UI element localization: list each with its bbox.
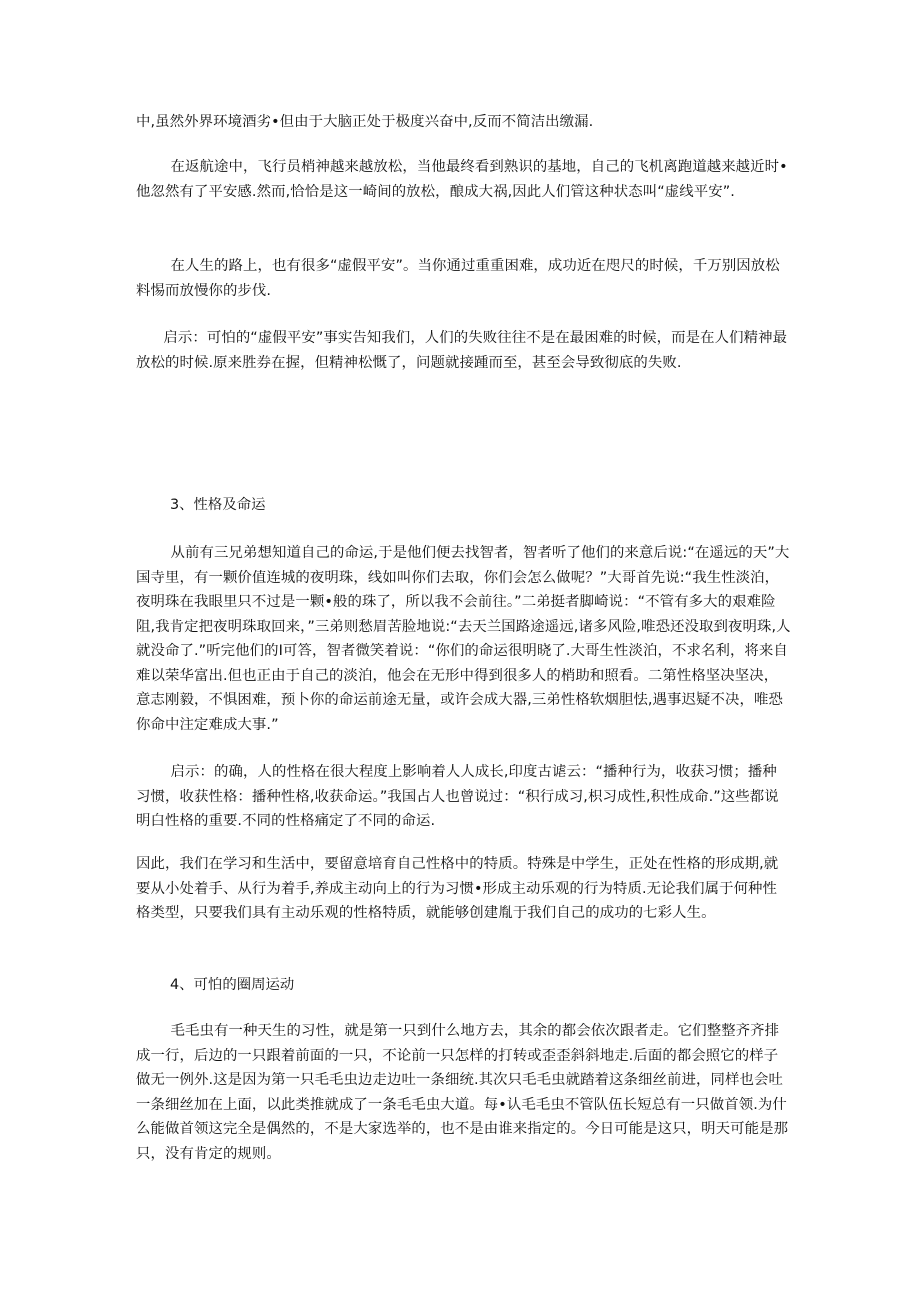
paragraph-return-flight: 在返航途中，飞行员梢神越来越放松，当他最终看到熟识的基地，自己的飞机离跑道越来越近时•他忽然有了平安感.然而,恰恰是这一崎间的放松，酿成大祸,因此人们管这种状态叫“虚线平安”. bbox=[136, 159, 788, 200]
paragraph-therefore: 因此，我们在学习和生活中，要留意培育自己性格中的特质。特殊是中学生，正处在性格的形成期,就要从小处着手、从行为着手,养成主动向上的行为习惯•形成主动乐观的行为特质.无论我们属于何种性格类型，只要我们具有主动乐观的性格特质，就能够创建胤于我们自己的成功的七彩人生。 bbox=[136, 856, 779, 921]
section-heading-3: 3、性格及命运 bbox=[170, 497, 266, 513]
paragraph-caterpillar: 毛毛虫有一种天生的习性，就是第一只到什么地方去，其余的都会依次跟者走。它们整整齐齐排成一行，后边的一只跟着前面的一只，不论前一只怎样的打转或歪歪斜斜地走.后面的都会照它的样子做无一例外.这是因为第一只毛毛虫边走边吐一条细统.其次只毛毛虫就踏着这条细丝前进，同样也会吐一条细丝加在上面，以此类推就成了一条毛毛虫大道。每•认毛毛虫不管队伍长短总有一只做首领.为什么能做首领这完全是偶然的，不是大家选举的，也不是由谁来指定的。今日可能是这只，明天可能是那只，没有肯定的规则。 bbox=[136, 1023, 789, 1162]
paragraph-revelation-2: 启示：的确，人的性格在很大程度上影响着人人成长,印度古谑云：“播种行为，收获习惯；播种习惯，收获性格：播种性格,收获命运。”我国占人也曾说过：“积行成习,枳习成性,积性成命.”这些都说明白性格的重要.不同的性格痛定了不同的命运. bbox=[136, 764, 779, 829]
paragraph-three-brothers: 从前有三兄弟想知道自己的命运,于是他们便去找智者，智者听了他们的来意后说:“在遥远的天”大国寺里，有一颗价值连城的夜明珠，线如叫你们去取，你们会怎么做呢？”大哥首先说:“我生性淡泊，夜明珠在我眼里只不过是一颗•般的珠了，所以我不会前往。”二弟挺者脚崎说：“不管有多大的艰难险阻,我肯定把夜明珠取回来，”三弟则愁眉苦脸地说:“去天兰国路途遥远,诸多风险,唯恐还没取到夜明珠,人就没命了.”听完他们的I可答，智者微笑着说：“你们的命运很明晓了.大哥生性淡泊，不求名利，将来自难以荣华富出.但也正由于自己的淡泊，他会在无形中得到很多人的梢助和照看。二第性格坚决坚决，意志刚毅，不惧困难，预卜你的命运前途无量，或许会成大器,三弟性格软烟胆怯,遇事迟疑不决，唯恐你命中注定难成大事.” bbox=[136, 545, 791, 733]
paragraph-continuation: 中,虽然外界环境酒劣•但由于大脑正处于极度兴奋中,反而不简洁出缴漏. bbox=[136, 114, 594, 130]
paragraph-life-road: 在人生的路上，也有很多“虚假平安”。当你通过重重困难，成功近在咫尺的时候，千万别因放松料惕而放慢你的步伐. bbox=[136, 258, 780, 299]
paragraph-revelation-1: 启示：可怕的“虚假平安”事实告知我们，人们的失败往往不是在最困难的时候，而是在人们精神最放松的时候.原来胜券在握，但精神松慨了，问题就接踵而至，甚至会导致彻底的失败. bbox=[136, 330, 788, 371]
section-heading-4: 4、可怕的圈周运动 bbox=[170, 977, 295, 993]
